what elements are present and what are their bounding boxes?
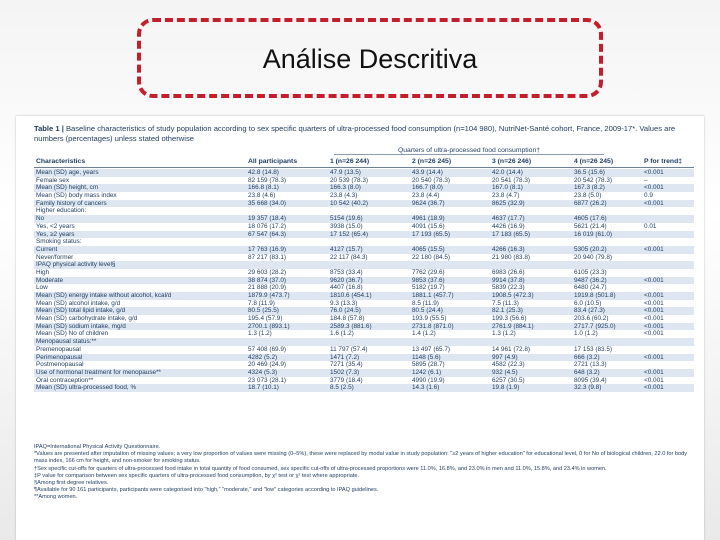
table-cell: 6983 (26.6) <box>492 268 525 276</box>
footnote: ‡P value for comparison between sex specific quarters of ultra-processed food consumption, by χ² test or χ² test where appropriate. <box>34 472 360 479</box>
table-cell: 17 193 (65.5) <box>412 230 451 238</box>
table-row <box>34 384 694 392</box>
table-cell: 19 357 (18.4) <box>248 215 287 223</box>
table-cell: 1471 (7.2) <box>330 353 360 361</box>
table-row <box>34 177 694 185</box>
table-cell: 42.0 (14.4) <box>492 169 523 176</box>
table-row <box>34 277 694 285</box>
table-cell: 8.5 (11.9) <box>412 299 439 307</box>
table-cell: 16 019 (61.0) <box>574 230 613 238</box>
table-cell: 167.0 (8.1) <box>492 184 523 192</box>
table-cell: 4637 (17.7) <box>492 215 525 223</box>
footnote: §Among first degree relatives. <box>34 480 109 487</box>
table-cell: Yes, <2 years <box>36 222 75 230</box>
table-cell: 203.6 (60.2) <box>574 315 609 323</box>
slide-title: Análise Descritiva <box>262 43 478 74</box>
table-row <box>34 246 694 254</box>
table-cell: 1.3 (1.2) <box>248 330 272 338</box>
table-cell: 4065 (15.5) <box>412 245 445 253</box>
table-row <box>34 231 694 239</box>
table-cell: 23.8 (5.0) <box>574 192 602 200</box>
table-cell: 17 183 (65.5) <box>492 230 531 238</box>
table-row <box>34 361 694 369</box>
table-cell: 20 539 (78.3) <box>330 176 369 184</box>
table-cell: 4961 (18.9) <box>412 215 445 223</box>
table-row <box>34 338 694 346</box>
table-cell: 1.6 (1.2) <box>330 330 354 338</box>
table-cell: 13 497 (65.7) <box>412 345 451 353</box>
table-cell: 648 (3.2) <box>574 368 600 376</box>
table-cell: 6105 (23.3) <box>574 268 607 276</box>
table-cell: 17 152 (65.4) <box>330 230 369 238</box>
table-cell: 5182 (19.7) <box>412 284 445 292</box>
table-cell: 67 547 (64.3) <box>248 230 287 238</box>
table-cell: 22 180 (84.5) <box>412 253 451 261</box>
table-row <box>34 169 694 177</box>
table-cell: 1810.6 (454.1) <box>330 292 372 299</box>
table-cell: 20 542 (78.3) <box>574 176 613 184</box>
table-cell: 2761.9 (884.1) <box>492 322 534 330</box>
table-cell: 166.8 (8.1) <box>248 184 279 192</box>
footnote: ¶Available for 90 161 participants, participants were categorised into "high," "moderate," and "low" categories according to IPAQ guidelines. <box>34 487 379 494</box>
table-cell: 18.7 (10.1) <box>248 384 279 392</box>
table-cell: 23.8 (4.3) <box>330 192 358 200</box>
table-cell: Use of hormonal treatment for menopause** <box>36 368 162 376</box>
table-cell: 184.8 (57.8) <box>330 315 365 323</box>
table-row <box>34 207 694 215</box>
table-row <box>34 377 694 385</box>
header-cell: 3 (n=26 246) <box>492 158 532 165</box>
table-row <box>34 323 694 331</box>
table-cell: 38 874 (37.0) <box>248 276 287 284</box>
table-cell: 42.8 (14.8) <box>248 169 279 176</box>
table-cell: 4990 (19.9) <box>412 376 445 384</box>
table-cell: 8753 (33.4) <box>330 268 363 276</box>
table-cell: 20 469 (24.9) <box>248 361 287 369</box>
table-cell: Mean (SD) alcohol intake, g/d <box>36 299 121 307</box>
table-caption-prefix: Table 1 | <box>34 124 64 133</box>
table-cell: 5839 (22.3) <box>492 284 525 292</box>
table-cell: 1879.9 (473.7) <box>248 292 290 299</box>
table-cell: 6.0 (10.5) <box>574 299 602 307</box>
table-cell: 1502 (7.3) <box>330 368 360 376</box>
table-cell: 1242 (6.1) <box>412 368 442 376</box>
table-cell: 0.9 <box>644 192 653 200</box>
table-row <box>34 215 694 223</box>
table-cell: Current <box>36 245 58 253</box>
table-cell: 3779 (18.4) <box>330 376 363 384</box>
table-cell: 0.01 <box>644 222 657 230</box>
table-cell: 8095 (39.4) <box>574 376 607 384</box>
table-cell: 87 217 (83.1) <box>248 253 287 261</box>
table-row <box>34 223 694 231</box>
table-cell: 6877 (26.2) <box>574 199 607 207</box>
table-cell: <0.001 <box>644 384 664 392</box>
table-cell: IPAQ physical activity level§ <box>36 261 116 269</box>
table-row <box>34 369 694 377</box>
table-cell: 22 117 (84.3) <box>330 253 368 261</box>
table-cell: 5305 (20.2) <box>574 245 607 253</box>
table-cell: 9914 (37.8) <box>492 276 525 284</box>
table-cell: 9620 (36.7) <box>330 276 363 284</box>
table-cell: No <box>36 215 45 223</box>
footnote: *Values are presented after imputation of missing values; a very low proportion of values were missing (0–5%), these were replaced by modal value in study population: "≥2 years of higher education" for educational level, 0 for No of biological children, 22.0 for body mass index, 166 cm for height, and non-smoker for smoking status. <box>34 451 688 465</box>
table-cell: 3938 (15.0) <box>330 222 363 230</box>
table-row <box>34 307 694 315</box>
table-cell: 23.8 (4.7) <box>492 192 520 200</box>
table-cell: 167.3 (8.2) <box>574 184 605 192</box>
table-cell: Postmenopausal <box>36 361 84 369</box>
table-cell: Mean (SD) No of children <box>36 330 109 338</box>
table-cell: 80.5 (24.4) <box>412 307 443 315</box>
table-cell: 666 (3.2) <box>574 353 600 361</box>
table-cell: 5154 (19.6) <box>330 215 363 223</box>
table-cell: 1.3 (1.2) <box>492 330 516 338</box>
table-cell: 7.5 (11.3) <box>492 299 519 307</box>
table-cell: Mean (SD) height, cm <box>36 184 99 192</box>
footnote: †Sex specific cut-offs for quarters of ultra-processed food intake in total quantity of food consumed, sex specific cut-offs of ultra-processed proportions were 11.0%, 16.8%, and 23.0% in men and 11.0%, 15.8%, and 23.4% in women. <box>34 465 607 472</box>
table-cell: 35 668 (34.0) <box>248 199 287 207</box>
table-cell: 6257 (30.5) <box>492 376 525 384</box>
table-cell: 21 980 (83.8) <box>492 253 531 261</box>
table-cell: 32.3 (9.8) <box>574 384 602 392</box>
table-cell: 5621 (21.4) <box>574 222 607 230</box>
table-cell: Mean (SD) sodium intake, mg/d <box>36 322 126 330</box>
table-cell: 2717.7 (925.0) <box>574 322 616 330</box>
table-cell: 1908.5 (472.3) <box>492 292 534 299</box>
table-cell: <0.001 <box>644 315 664 323</box>
table-cell: Higher education: <box>36 207 87 215</box>
table-cell: <0.001 <box>644 276 664 284</box>
table-cell: 57 408 (69.9) <box>248 345 287 353</box>
table-cell: Smoking status: <box>36 238 82 246</box>
table-cell: 4091 (15.6) <box>412 222 445 230</box>
table-cell: 4582 (22.3) <box>492 361 525 369</box>
table-cell: Family history of cancers <box>36 199 107 207</box>
table-cell: 1.0 (1.2) <box>574 330 598 338</box>
table-cell: 4127 (15.7) <box>330 245 363 253</box>
table-cell: 932 (4.5) <box>492 368 518 376</box>
table-cell: 1148 (5.6) <box>412 353 441 361</box>
table-cell: 8625 (32.9) <box>492 199 525 207</box>
table-cell: 4266 (16.3) <box>492 245 525 253</box>
table-row <box>34 184 694 192</box>
table-cell: 14.3 (1.6) <box>412 384 440 392</box>
table-cell: 1881.1 (457.7) <box>412 292 454 299</box>
table-row <box>34 254 694 262</box>
table-cell: 4282 (5.2) <box>248 353 278 361</box>
table-row <box>34 192 694 200</box>
table-cell: Female sex <box>36 176 70 184</box>
table-cell: 2589.3 (881.6) <box>330 322 372 330</box>
header-cell: Characteristics <box>36 158 86 165</box>
table-cell: Mean (SD) body mass index <box>36 192 117 200</box>
table-cell: <0.001 <box>644 184 664 192</box>
table-cell: 29 603 (28.2) <box>248 268 287 276</box>
table-cell: 2721 (13.3) <box>574 361 607 369</box>
table-cell: 166.3 (8.0) <box>330 184 361 192</box>
table-cell: 1919.8 (501.8) <box>574 292 616 299</box>
footnote: IPAQ=International Physical Activity Questionnaire. <box>34 444 161 450</box>
table-cell: 36.5 (15.6) <box>574 169 605 176</box>
table-cell: 9487 (36.2) <box>574 276 607 284</box>
table-row <box>34 354 694 362</box>
table-cell: 47.9 (13.5) <box>330 169 361 176</box>
table-row <box>34 292 694 300</box>
table-cell: 5895 (28.7) <box>412 361 445 369</box>
table-cell: 195.4 (57.9) <box>248 315 283 323</box>
table-cell: Low <box>36 284 48 292</box>
table-caption <box>34 124 694 144</box>
table-cell: 7762 (29.6) <box>412 268 445 276</box>
table-cell: 6480 (24.7) <box>574 284 607 292</box>
table-cell: Yes, ≥2 years <box>36 230 75 238</box>
table-cell: Mean (SD) energy intake without alcohol, kcal/d <box>36 292 172 299</box>
table-row <box>34 261 694 269</box>
table-cell: <0.001 <box>644 376 664 384</box>
table-cell: Mean (SD) ultra-processed food, % <box>36 384 137 392</box>
table-cell: <0.001 <box>644 245 664 253</box>
table-footnotes <box>34 444 694 502</box>
table-header-row <box>34 158 694 168</box>
table-cell: 9624 (36.7) <box>412 199 445 207</box>
table-cell: 43.9 (14.4) <box>412 169 443 176</box>
table-cell: <0.001 <box>644 299 664 307</box>
table-cell: 21 888 (20.9) <box>248 284 287 292</box>
table-cell: – <box>644 176 648 184</box>
table-cell: 7.8 (11.9) <box>248 299 275 307</box>
table-cell: <0.001 <box>644 307 664 315</box>
table-cell: 9853 (37.6) <box>412 276 445 284</box>
table-cell: 19.8 (1.9) <box>492 384 520 392</box>
table-image <box>16 116 704 540</box>
table-cell: 193.9 (55.5) <box>412 315 447 323</box>
table-cell: 20 540 (78.3) <box>412 176 451 184</box>
header-cell: All participants <box>248 158 298 165</box>
table-cell: 7271 (35.4) <box>330 361 363 369</box>
table-cell: 997 (4.9) <box>492 353 518 361</box>
table-cell: 20 541 (78.3) <box>492 176 531 184</box>
table-cell: 4324 (5.3) <box>248 368 278 376</box>
table-caption-text: Baseline characteristics of study population according to sex specific quarters of ultra-processed food consumption (n=104 980), NutriNet-Santé cohort, France, 2009-17*. Values are numbers (percentages) unless stated otherwise <box>34 124 676 143</box>
title-frame <box>137 18 603 98</box>
table-row <box>34 269 694 277</box>
table-cell: 2731.8 (871.0) <box>412 322 454 330</box>
header-cell: P for trend‡ <box>644 158 683 165</box>
table-cell: 20 940 (79.8) <box>574 253 613 261</box>
table-cell: 2700.1 (893.1) <box>248 322 290 330</box>
table-cell: <0.001 <box>644 292 664 299</box>
table-cell: 10 542 (40.2) <box>330 199 369 207</box>
table-cell: 23.8 (4.6) <box>248 192 276 200</box>
table-row <box>34 200 694 208</box>
table-cell: 199.3 (56.6) <box>492 315 527 323</box>
table-cell: Premenopausal <box>36 345 81 353</box>
table-cell: 80.5 (25.5) <box>248 307 279 315</box>
header-cell: 4 (n=26 245) <box>574 158 614 165</box>
table-cell: <0.001 <box>644 199 664 207</box>
table-cell: 4426 (16.9) <box>492 222 525 230</box>
header-cell: 2 (n=26 245) <box>412 158 452 165</box>
table-cell: Mean (SD) age, years <box>36 169 99 176</box>
table-cell: <0.001 <box>644 368 664 376</box>
table-row <box>34 315 694 323</box>
table-cell: Moderate <box>36 276 63 284</box>
table-cell: <0.001 <box>644 169 664 176</box>
table-cell: 1.4 (1.2) <box>412 330 436 338</box>
table-cell: 17 153 (83.5) <box>574 345 613 353</box>
table-row <box>34 238 694 246</box>
table-cell: Never/former <box>36 253 74 261</box>
table-cell: 82.1 (25.3) <box>492 307 523 315</box>
table-body <box>34 169 694 392</box>
table-row <box>34 346 694 354</box>
table-cell: 82 159 (78.3) <box>248 176 287 184</box>
table-cell: Perimenopausal <box>36 353 83 361</box>
table-cell: 17 763 (16.9) <box>248 245 287 253</box>
table-cell: 18 076 (17.2) <box>248 222 287 230</box>
table-cell: 11 797 (57.4) <box>330 345 368 353</box>
footnote: **Among women. <box>34 494 78 501</box>
table-cell: Oral contraception** <box>36 376 94 384</box>
table-cell: 14 961 (72.8) <box>492 345 531 353</box>
table-cell: 76.0 (24.5) <box>330 307 361 315</box>
table-cell: Menopausal status:** <box>36 338 97 346</box>
table-cell: Mean (SD) total lipid intake, g/d <box>36 307 126 315</box>
table-cell: 23 073 (28.1) <box>248 376 287 384</box>
table-cell: 83.4 (27.3) <box>574 307 605 315</box>
table-cell: 4407 (16.8) <box>330 284 363 292</box>
table-cell: <0.001 <box>644 322 664 330</box>
table-cell: <0.001 <box>644 353 664 361</box>
table-cell: 4605 (17.6) <box>574 215 607 223</box>
table-cell: 9.3 (13.3) <box>330 299 358 307</box>
table-cell: 23.8 (4.4) <box>412 192 440 200</box>
table-cell: High <box>36 268 50 276</box>
table-cell: 166.7 (8.0) <box>412 184 443 192</box>
header-cell: 1 (n=26 244) <box>330 158 370 165</box>
quarters-label: Quarters of ultra-processed food consumption† <box>334 147 604 155</box>
table-cell: 8.5 (2.5) <box>330 384 354 392</box>
table-row <box>34 330 694 338</box>
table-row <box>34 284 694 292</box>
table-cell: <0.001 <box>644 330 664 338</box>
table-row <box>34 300 694 308</box>
table-cell: Mean (SD) carbohydrate intake, g/d <box>36 315 138 323</box>
